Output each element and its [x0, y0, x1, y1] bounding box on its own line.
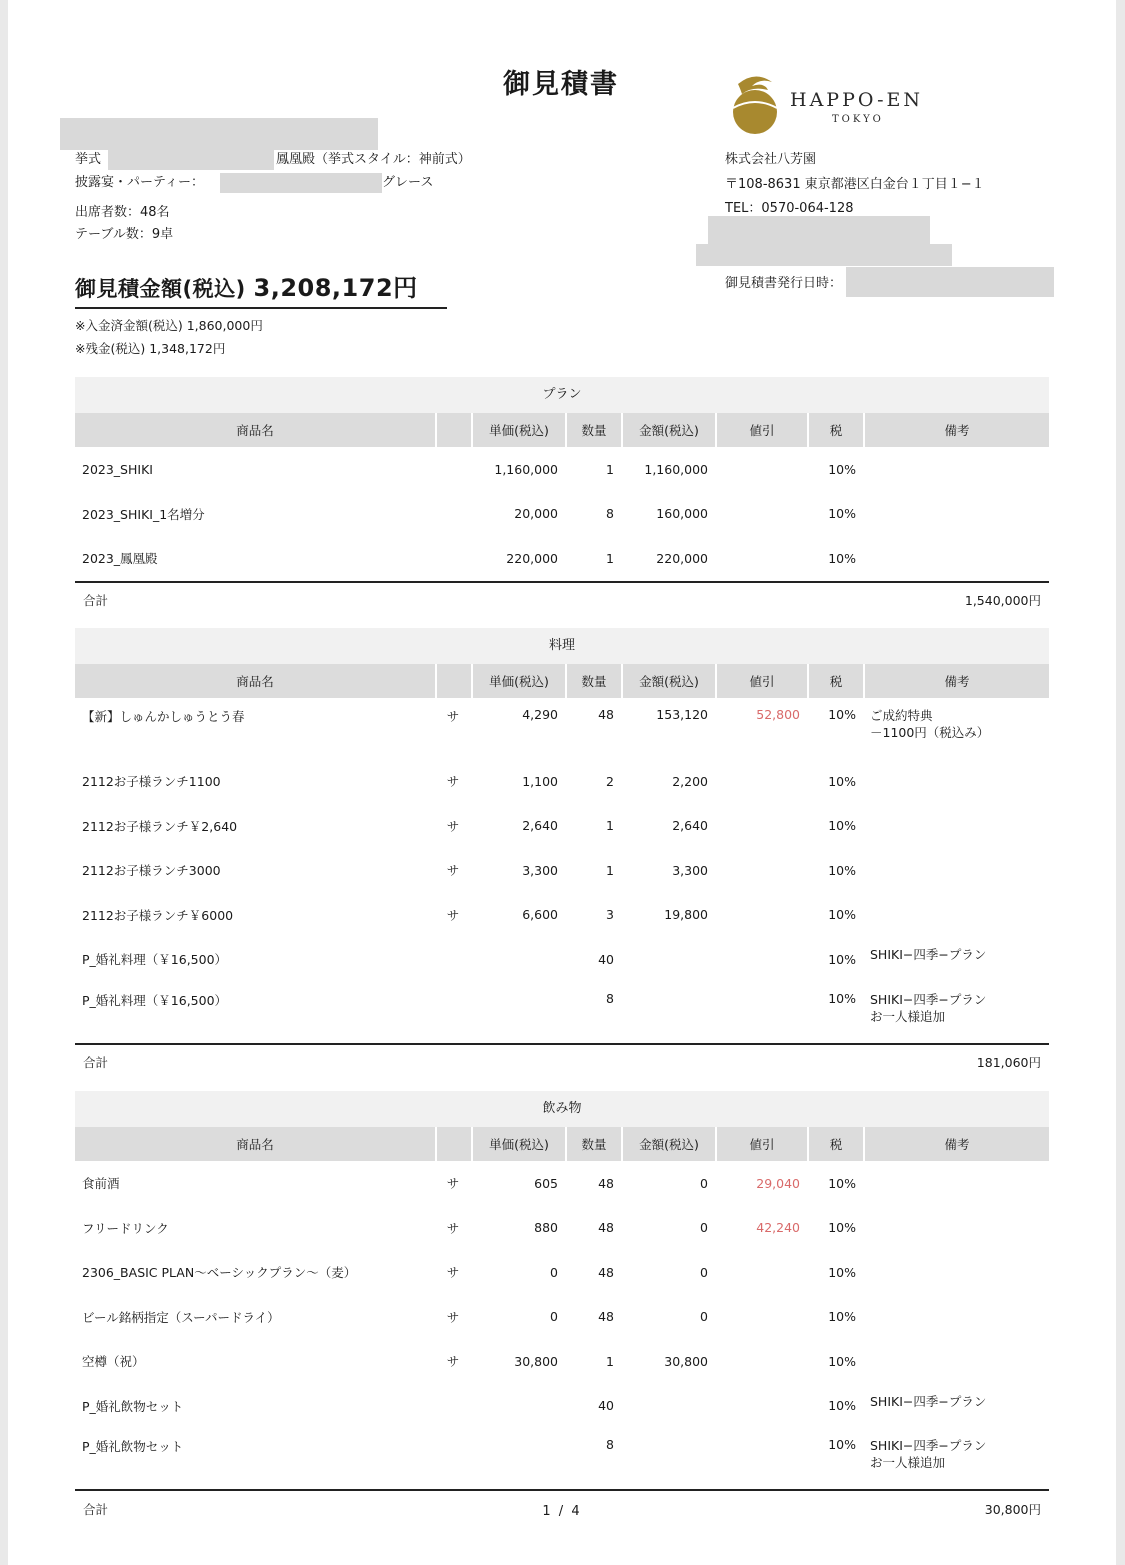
cell-tax: 10% — [828, 1398, 856, 1414]
food-section — [75, 628, 1049, 1115]
cell-discount: 42,240 — [756, 1220, 800, 1236]
column-header-name: 商品名 — [75, 1127, 435, 1161]
food-total-value: 181,060円 — [976, 1055, 1041, 1070]
cell-amount: 2,640 — [672, 818, 708, 834]
cell-note: SHIKI−四季−プラン お一人様追加 — [870, 991, 987, 1024]
cell-tax: 10% — [828, 506, 856, 522]
cell-unit: 605 — [534, 1175, 558, 1191]
company-address: 〒108-8631 東京都港区白金台１丁目１−１ — [725, 177, 985, 192]
cell-name: 2023_鳳凰殿 — [82, 551, 158, 567]
cell-qty: 8 — [606, 1437, 614, 1452]
cell-name: フリードリンク — [82, 1220, 169, 1236]
cell-qty: 1 — [606, 461, 614, 477]
cell-discount — [715, 1295, 807, 1340]
cell-mark — [435, 1428, 471, 1489]
cell-amount: 153,120 — [656, 707, 708, 722]
cell-discount: 29,040 — [756, 1175, 800, 1191]
page-number: 1 / 4 — [542, 1504, 582, 1519]
column-header-amount: 金額(税込) — [621, 664, 715, 698]
cell-discount — [715, 1250, 807, 1295]
cell-mark — [435, 1384, 471, 1429]
cell-tax: 10% — [828, 1175, 856, 1191]
cell-mark — [435, 937, 471, 982]
column-header-mark — [435, 1127, 471, 1161]
cell-unit: 6,600 — [522, 907, 558, 923]
cell-tax: 10% — [828, 1220, 856, 1236]
cell-discount — [715, 492, 807, 537]
column-header-note: 備考 — [863, 664, 1049, 698]
cell-amount: 1,160,000 — [644, 461, 708, 477]
cell-note — [863, 492, 1049, 537]
column-header-tax: 税 — [807, 664, 863, 698]
table-row — [75, 893, 1049, 938]
cell-tax: 10% — [828, 990, 856, 1006]
table-row — [75, 536, 1049, 581]
table-row — [75, 1384, 1049, 1429]
redacted-ceremony-date — [108, 150, 274, 170]
cell-qty: 40 — [598, 1398, 614, 1414]
cell-note — [863, 447, 1049, 492]
drinks-section — [75, 1091, 1049, 1526]
redacted-name — [60, 118, 378, 150]
logo-subtitle: TOKYO — [832, 114, 884, 125]
estimate-total-label: 御見積金額(税込) — [75, 277, 246, 301]
column-header-amount: 金額(税込) — [621, 413, 715, 447]
cell-qty: 1 — [606, 550, 614, 566]
cell-tax: 10% — [828, 907, 856, 923]
column-header-tax: 税 — [807, 413, 863, 447]
cell-discount — [715, 804, 807, 849]
plan-total-label: 合計 — [83, 593, 109, 608]
cell-discount — [715, 536, 807, 581]
cell-unit: 1,100 — [522, 773, 558, 789]
table-row — [75, 698, 1049, 759]
cell-unit: 0 — [550, 1309, 558, 1325]
cell-discount: 52,800 — [756, 707, 800, 722]
cell-mark: サ — [446, 863, 460, 879]
cell-discount — [715, 447, 807, 492]
cell-mark: サ — [446, 818, 460, 834]
estimate-page — [8, 0, 1116, 1565]
cell-discount — [715, 937, 807, 982]
table-row — [75, 492, 1049, 537]
cell-mark: サ — [446, 1309, 460, 1325]
column-header-mark — [435, 413, 471, 447]
cell-name: 2023_SHIKI_1名増分 — [82, 506, 205, 522]
redacted-reception-date — [220, 173, 382, 193]
cell-note: ご成約特典 －1100円（税込み） — [870, 708, 990, 740]
cell-note — [863, 1295, 1049, 1340]
plan-total-value: 1,540,000円 — [964, 593, 1041, 608]
cell-qty: 8 — [606, 506, 614, 522]
estimate-total — [75, 268, 447, 309]
logo-wordmark: HAPPO-EN — [790, 89, 924, 111]
food-table — [75, 664, 1049, 1043]
table-row — [75, 937, 1049, 982]
cell-name: 2306_BASIC PLAN〜ベーシックプラン〜（麦） — [82, 1265, 357, 1281]
attendee-count: 出席者数：48名 — [75, 205, 170, 220]
cell-qty: 3 — [606, 907, 614, 923]
cell-qty: 1 — [606, 1353, 614, 1369]
plan-section — [75, 377, 1049, 618]
cell-name: 2112お子様ランチ￥6000 — [82, 907, 234, 923]
cell-name: 空樽（祝） — [82, 1354, 145, 1370]
cell-discount — [715, 1339, 807, 1384]
cell-unit: 30,800 — [514, 1353, 558, 1369]
cell-note — [863, 536, 1049, 581]
cell-note — [863, 1250, 1049, 1295]
cell-mark: サ — [446, 1176, 460, 1192]
column-header-name: 商品名 — [75, 413, 435, 447]
cell-name: 2112お子様ランチ1100 — [82, 774, 221, 790]
cell-note — [863, 1206, 1049, 1251]
table-row — [75, 1295, 1049, 1340]
cell-amount: 2,200 — [672, 773, 708, 789]
document-title: 御見積書 — [503, 69, 619, 100]
cell-discount — [715, 893, 807, 938]
cell-mark — [435, 492, 471, 537]
table-row — [75, 1161, 1049, 1206]
cell-qty: 48 — [598, 1175, 614, 1191]
cell-qty: 40 — [598, 951, 614, 967]
cell-amount: 30,800 — [664, 1353, 708, 1369]
cell-amount: 0 — [700, 1309, 708, 1325]
cell-amount — [621, 982, 715, 1043]
food-total-label: 合計 — [83, 1055, 109, 1070]
redacted-staff — [708, 216, 930, 244]
cell-mark: サ — [446, 907, 460, 923]
table-row — [75, 804, 1049, 849]
cell-name: 食前酒 — [82, 1176, 120, 1192]
cell-name: P_婚礼飲物セット — [82, 1439, 184, 1454]
cell-name: ビール銘柄指定（スーパードライ） — [82, 1309, 280, 1325]
redacted-staff-2 — [696, 244, 952, 266]
cell-name: 2112お子様ランチ￥2,640 — [82, 818, 238, 834]
cell-qty: 48 — [598, 1264, 614, 1280]
cell-qty: 48 — [598, 1220, 614, 1236]
cell-tax: 10% — [828, 461, 856, 477]
column-header-qty: 数量 — [565, 1127, 621, 1161]
cell-unit: 220,000 — [506, 550, 558, 566]
cell-note — [863, 759, 1049, 804]
cell-tax: 10% — [828, 862, 856, 878]
column-header-discount: 値引 — [715, 413, 807, 447]
estimate-total-amount: 3,208,172円 — [253, 274, 418, 302]
cell-note: SHIKI−四季−プラン — [870, 947, 987, 962]
cell-name: 【新】しゅんかしゅうとう春 — [82, 709, 245, 724]
cell-unit — [471, 1384, 565, 1429]
cell-amount: 3,300 — [672, 862, 708, 878]
company-tel: TEL：0570-064-128 — [725, 201, 854, 216]
cell-note: SHIKI−四季−プラン お一人様追加 — [870, 1438, 987, 1470]
cell-tax: 10% — [828, 550, 856, 566]
cell-note — [863, 848, 1049, 893]
reception-venue: グレース — [382, 175, 434, 190]
cell-qty: 1 — [606, 862, 614, 878]
column-header-mark — [435, 664, 471, 698]
cell-amount: 160,000 — [656, 506, 708, 522]
company-name: 株式会社八芳園 — [725, 152, 817, 167]
cell-mark: サ — [446, 709, 460, 724]
cell-mark — [435, 536, 471, 581]
cell-amount: 19,800 — [664, 907, 708, 923]
cell-mark — [435, 982, 471, 1043]
cell-tax: 10% — [828, 1437, 856, 1452]
plan-table — [75, 413, 1049, 581]
cell-amount: 0 — [700, 1220, 708, 1236]
drinks-total-value: 30,800円 — [984, 1501, 1041, 1517]
cell-unit: 0 — [550, 1264, 558, 1280]
cell-name: 2023_SHIKI — [82, 461, 153, 477]
table-row — [75, 1250, 1049, 1295]
table-count: テーブル数：9卓 — [75, 227, 174, 242]
table-header — [75, 413, 1049, 447]
cell-qty: 48 — [598, 1309, 614, 1325]
cell-tax: 10% — [828, 1264, 856, 1280]
cell-amount: 0 — [700, 1264, 708, 1280]
cell-discount — [715, 759, 807, 804]
column-header-unit: 単価(税込) — [471, 664, 565, 698]
column-header-unit: 単価(税込) — [471, 1127, 565, 1161]
cell-unit: 3,300 — [522, 862, 558, 878]
column-header-note: 備考 — [863, 1127, 1049, 1161]
cell-note: SHIKI−四季−プラン — [870, 1393, 987, 1409]
table-row — [75, 848, 1049, 893]
cell-tax: 10% — [828, 773, 856, 789]
cell-mark: サ — [446, 1265, 460, 1281]
paid-amount: ※入金済金額(税込) 1,860,000円 — [75, 318, 263, 333]
table-row — [75, 447, 1049, 492]
cell-mark: サ — [446, 1354, 460, 1370]
cell-name: P_婚礼料理（￥16,500） — [82, 992, 228, 1008]
drinks-table — [75, 1127, 1049, 1489]
drinks-total-label: 合計 — [83, 1501, 109, 1517]
cell-qty: 48 — [598, 707, 614, 722]
cell-note — [863, 804, 1049, 849]
cell-mark — [435, 447, 471, 492]
cell-discount — [715, 848, 807, 893]
column-header-discount: 値引 — [715, 664, 807, 698]
cell-discount — [715, 1428, 807, 1489]
ceremony-label: 挙式 — [75, 152, 102, 167]
column-header-amount: 金額(税込) — [621, 1127, 715, 1161]
cell-note — [863, 1339, 1049, 1384]
cell-note — [863, 1161, 1049, 1206]
drinks-section-title: 飲み物 — [75, 1091, 1049, 1127]
issue-date-label: 御見積書発行日時： — [725, 276, 843, 291]
cell-discount — [715, 1384, 807, 1429]
cell-tax: 10% — [828, 707, 856, 722]
food-total-row — [75, 1043, 1049, 1080]
column-header-discount: 値引 — [715, 1127, 807, 1161]
ceremony-venue: 鳳凰殿（挙式スタイル：神前式） — [276, 152, 471, 167]
cell-name: P_婚礼飲物セット — [82, 1398, 184, 1414]
cell-unit: 880 — [534, 1220, 558, 1236]
food-section-title: 料理 — [75, 628, 1049, 664]
column-header-qty: 数量 — [565, 664, 621, 698]
cell-amount — [621, 1384, 715, 1429]
cell-qty: 8 — [606, 990, 614, 1006]
column-header-unit: 単価(税込) — [471, 413, 565, 447]
cell-unit — [471, 937, 565, 982]
cell-qty: 1 — [606, 818, 614, 834]
table-row — [75, 1206, 1049, 1251]
plan-total-row — [75, 581, 1049, 618]
cell-mark: サ — [446, 774, 460, 790]
cell-tax: 10% — [828, 1309, 856, 1325]
cell-unit: 4,290 — [522, 707, 558, 722]
table-row — [75, 1339, 1049, 1384]
column-header-name: 商品名 — [75, 664, 435, 698]
cell-tax: 10% — [828, 1353, 856, 1369]
cell-unit: 1,160,000 — [494, 461, 558, 477]
cell-name: P_婚礼料理（￥16,500） — [82, 952, 228, 968]
cell-tax: 10% — [828, 818, 856, 834]
column-header-note: 備考 — [863, 413, 1049, 447]
cell-unit: 2,640 — [522, 818, 558, 834]
cell-mark: サ — [446, 1220, 460, 1236]
table-header — [75, 1127, 1049, 1161]
reception-label: 披露宴・パーティー： — [75, 175, 204, 190]
cell-amount — [621, 1428, 715, 1489]
balance-amount: ※残金(税込) 1,348,172円 — [75, 341, 226, 356]
cell-note — [863, 893, 1049, 938]
cell-discount — [715, 982, 807, 1043]
plan-section-title: プラン — [75, 377, 1049, 413]
redacted-issue-date — [846, 267, 1054, 297]
cell-amount: 0 — [700, 1175, 708, 1191]
table-row — [75, 1428, 1049, 1489]
cell-amount — [621, 937, 715, 982]
cell-qty: 2 — [606, 773, 614, 789]
table-header — [75, 664, 1049, 698]
column-header-tax: 税 — [807, 1127, 863, 1161]
cell-name: 2112お子様ランチ3000 — [82, 863, 221, 879]
cell-unit — [471, 982, 565, 1043]
cell-tax: 10% — [828, 951, 856, 967]
cell-amount: 220,000 — [656, 550, 708, 566]
cell-unit: 20,000 — [514, 506, 558, 522]
table-row — [75, 759, 1049, 804]
column-header-qty: 数量 — [565, 413, 621, 447]
cell-unit — [471, 1428, 565, 1489]
table-row — [75, 982, 1049, 1043]
happo-en-logo-icon — [730, 68, 780, 136]
